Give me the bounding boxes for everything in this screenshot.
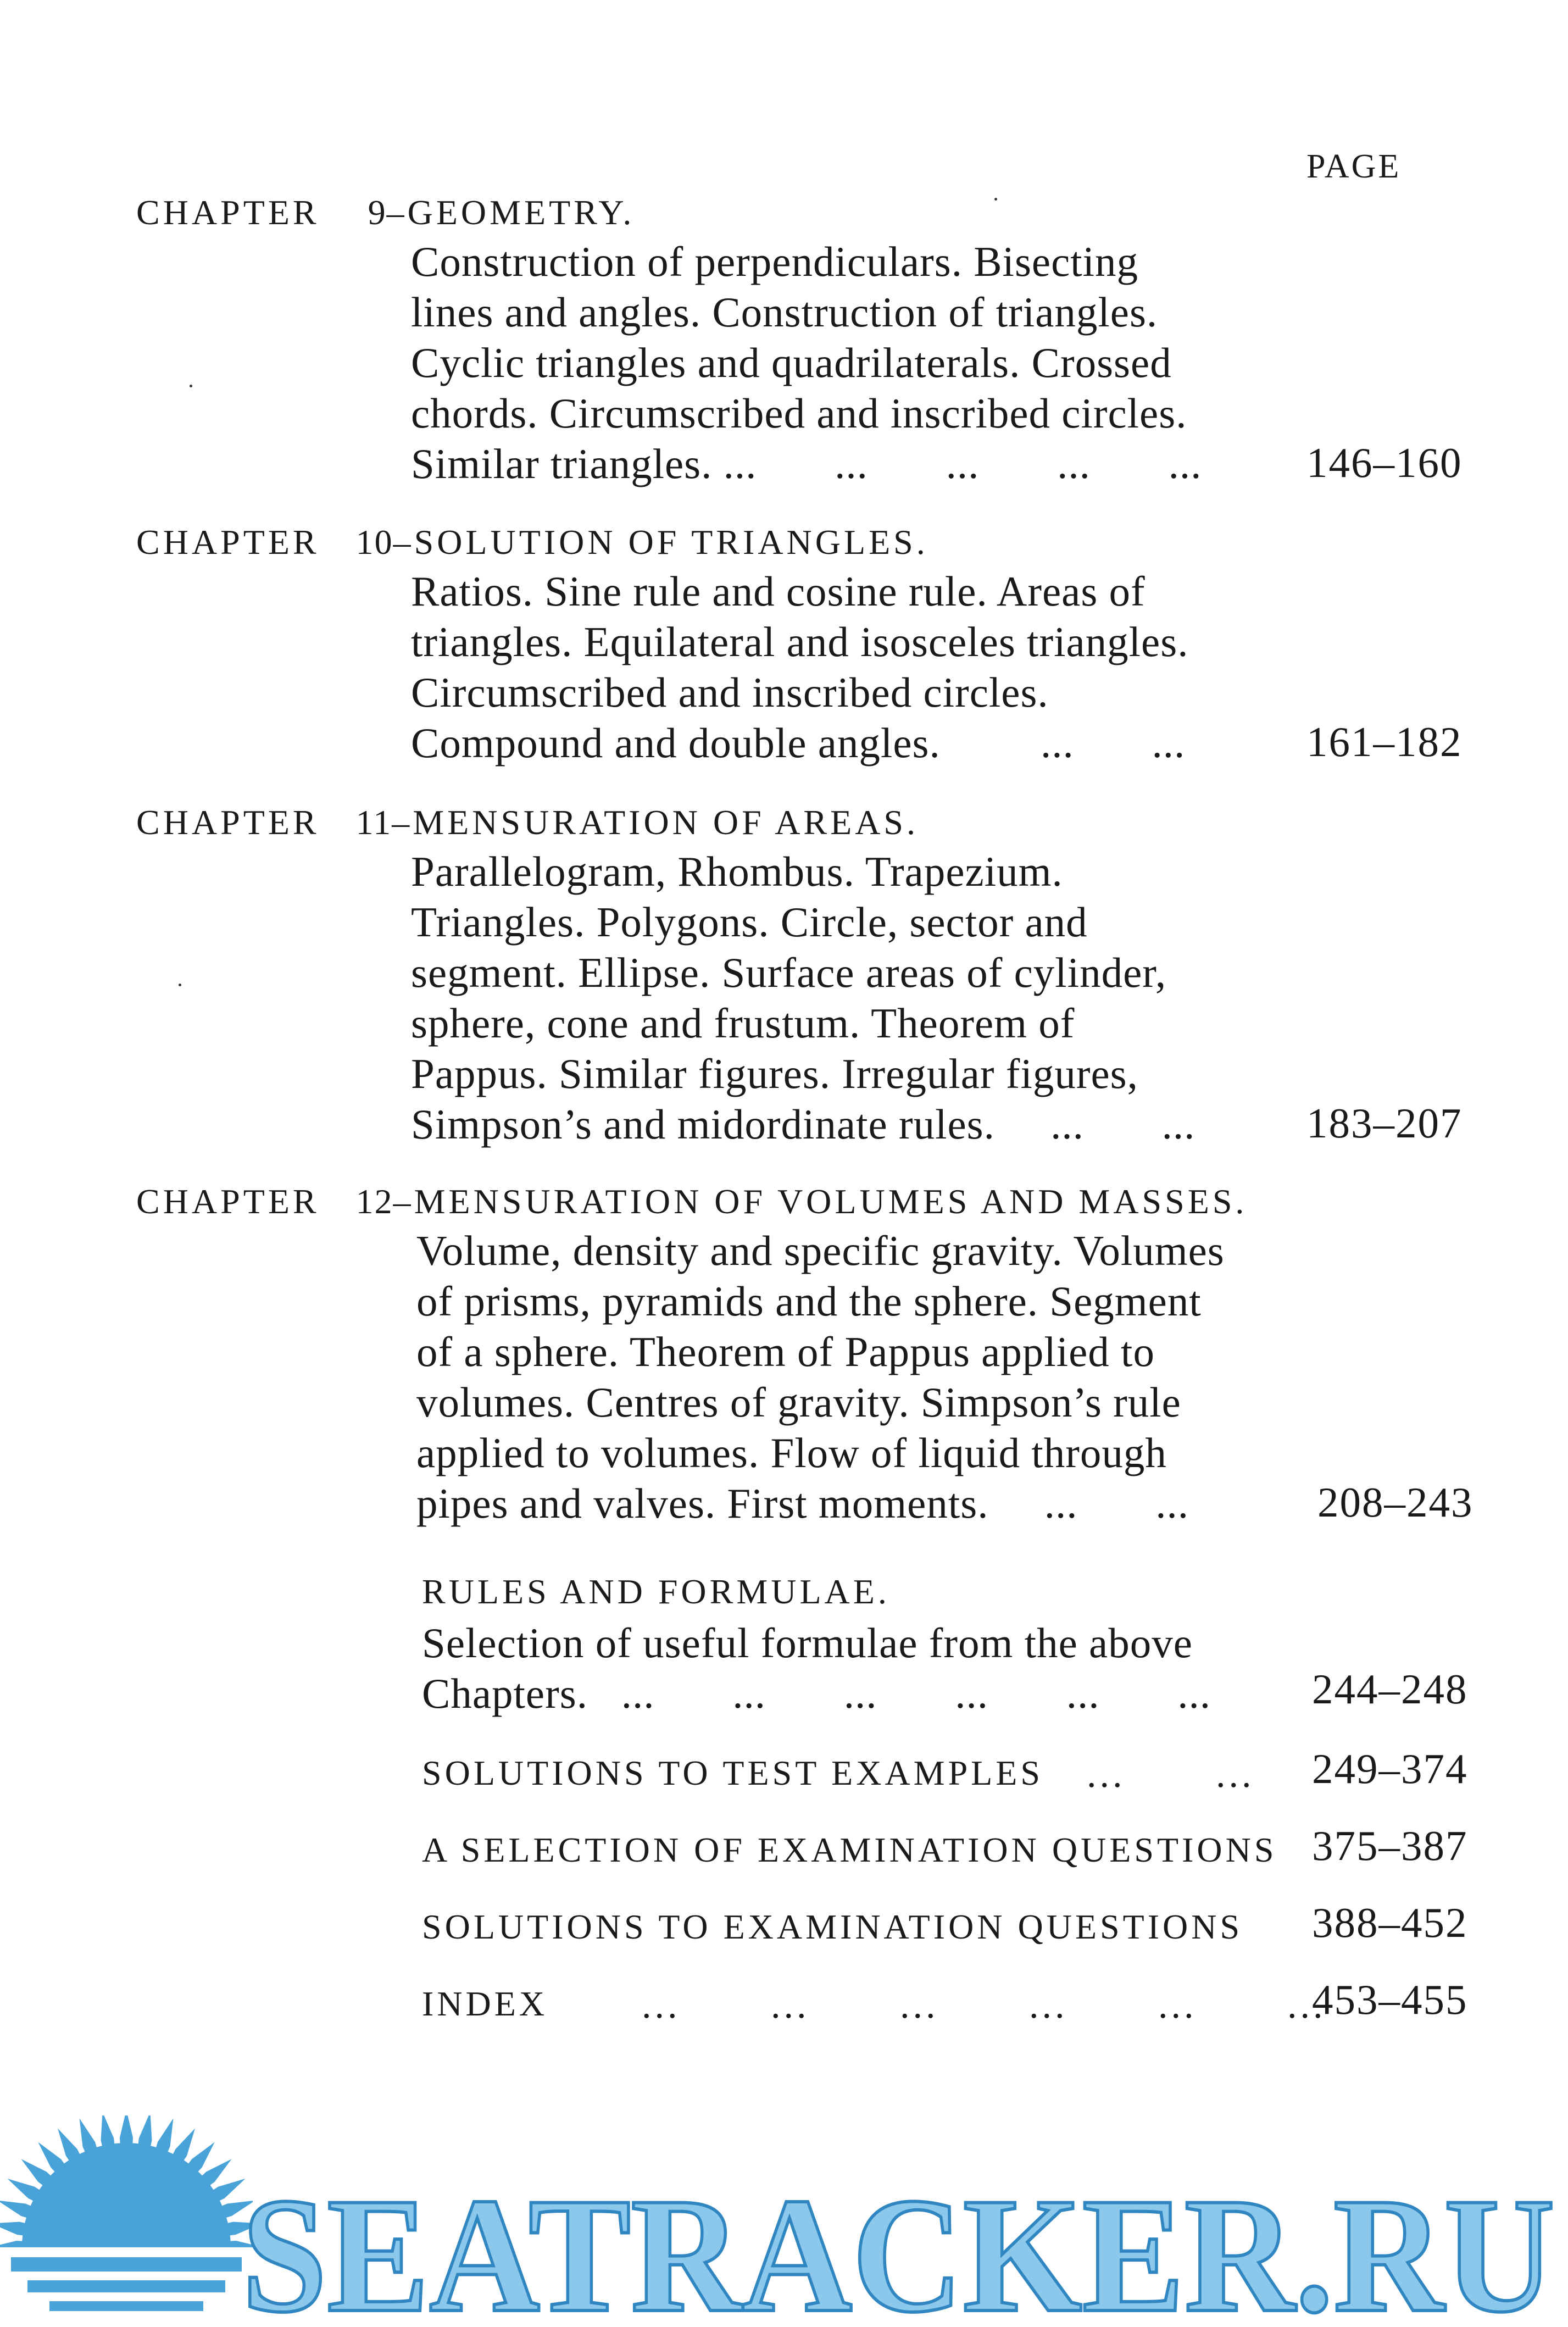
chapter-heading — [136, 1181, 1247, 1222]
description-line: Simpson’s and midordinate rules. ... ... — [411, 1101, 1196, 1148]
description-line: Ratios. Sine rule and cosine rule. Areas of — [411, 568, 1146, 615]
description-line: Compound and double angles. ... ... — [411, 719, 1186, 767]
page-range: 249–374 — [1312, 1745, 1468, 1792]
chapter-description — [411, 566, 1188, 768]
scan-speck — [179, 984, 181, 986]
chapter-number: 11 — [355, 803, 392, 842]
page-range: 208–243 — [1317, 1479, 1474, 1526]
chapter-heading — [136, 522, 928, 563]
scan-speck — [190, 385, 192, 387]
leader-dots: ... ... — [1087, 1753, 1255, 1796]
chapter-title: –MENSURATION OF VOLUMES AND MASSES. — [393, 1182, 1248, 1221]
entry-title: A SELECTION OF EXAMINATION QUESTIONS — [422, 1830, 1277, 1869]
chapter-number: 12 — [355, 1182, 393, 1221]
entry-title: SOLUTIONS TO EXAMINATION QUESTIONS — [422, 1907, 1243, 1946]
description-line: applied to volumes. Flow of liquid through — [416, 1429, 1167, 1476]
chapter-description — [411, 236, 1202, 489]
chapter-number: 10 — [355, 523, 393, 562]
chapter-label: CHAPTER — [136, 523, 320, 562]
page-range: 183–207 — [1306, 1099, 1463, 1147]
scan-speck — [994, 198, 997, 201]
description-line: pipes and valves. First moments. ... ... — [416, 1480, 1189, 1527]
chapter-label: CHAPTER — [136, 193, 320, 232]
page-range: 244–248 — [1312, 1665, 1468, 1713]
description-line: Cyclic triangles and quadrilaterals. Crossed — [411, 339, 1172, 386]
description-line: Similar triangles. ... ... ... ... ... — [411, 440, 1202, 487]
page-range: 146–160 — [1306, 439, 1463, 486]
watermark-text: SEATRACKER.RU — [242, 2164, 1555, 2327]
page-column-heading: PAGE — [1306, 148, 1402, 185]
description-line: Selection of useful formulae from the above — [422, 1619, 1193, 1667]
page-range: 375–387 — [1312, 1822, 1468, 1869]
page-range: 453–455 — [1312, 1976, 1468, 2023]
chapter-label: CHAPTER — [136, 803, 320, 842]
chapter-title: –MENSURATION OF AREAS. — [392, 803, 919, 842]
chapter-label: CHAPTER — [136, 1182, 320, 1221]
entry-title: SOLUTIONS TO TEST EXAMPLES — [422, 1753, 1043, 1792]
entry-title: RULES AND FORMULAE. — [422, 1572, 890, 1611]
description-line: triangles. Equilateral and isosceles triangles. — [411, 618, 1189, 665]
index-entry — [422, 1984, 1326, 2026]
solutions-test-examples-entry — [422, 1753, 1255, 1796]
description-line: Circumscribed and inscribed circles. — [411, 669, 1049, 716]
solutions-examination-questions-entry — [422, 1907, 1243, 1947]
chapter-heading — [136, 192, 635, 233]
chapter-description — [416, 1225, 1225, 1529]
description-line: volumes. Centres of gravity. Simpson’s rule — [416, 1379, 1181, 1426]
page-range: 161–182 — [1306, 718, 1463, 765]
description-line: Pappus. Similar figures. Irregular figures, — [411, 1050, 1138, 1097]
page-range: 388–452 — [1312, 1899, 1468, 1946]
chapter-title: –GEOMETRY. — [386, 193, 635, 232]
description-line: segment. Ellipse. Surface areas of cylinder, — [411, 949, 1167, 996]
description-line: Triangles. Polygons. Circle, sector and — [411, 898, 1088, 946]
description-line: of a sphere. Theorem of Pappus applied to — [416, 1328, 1155, 1375]
examination-questions-entry — [422, 1830, 1277, 1870]
description-line: sphere, cone and frustum. Theorem of — [411, 999, 1075, 1047]
description-line: Volume, density and specific gravity. Volumes — [416, 1227, 1225, 1274]
description-line: of prisms, pyramids and the sphere. Segment — [416, 1278, 1202, 1325]
entry-title: INDEX — [422, 1984, 548, 2023]
description-line: Parallelogram, Rhombus. Trapezium. — [411, 848, 1063, 895]
chapter-description — [411, 846, 1195, 1149]
sun-logo-icon — [0, 2115, 264, 2311]
seatracker-watermark — [0, 2115, 1568, 2327]
description-line: Chapters. ... ... ... ... ... ... — [422, 1670, 1211, 1717]
chapter-number: 9 — [368, 193, 387, 232]
rules-and-formulae-entry — [422, 1571, 1211, 1719]
chapter-title: –SOLUTION OF TRIANGLES. — [393, 523, 928, 562]
description-line: chords. Circumscribed and inscribed circles. — [411, 390, 1187, 437]
chapter-heading — [136, 802, 919, 843]
description-line: lines and angles. Construction of triangles. — [411, 288, 1158, 336]
leader-dots: ... ... ... ... ... ... — [642, 1984, 1326, 2026]
description-line: Construction of perpendiculars. Bisecting — [411, 238, 1139, 285]
